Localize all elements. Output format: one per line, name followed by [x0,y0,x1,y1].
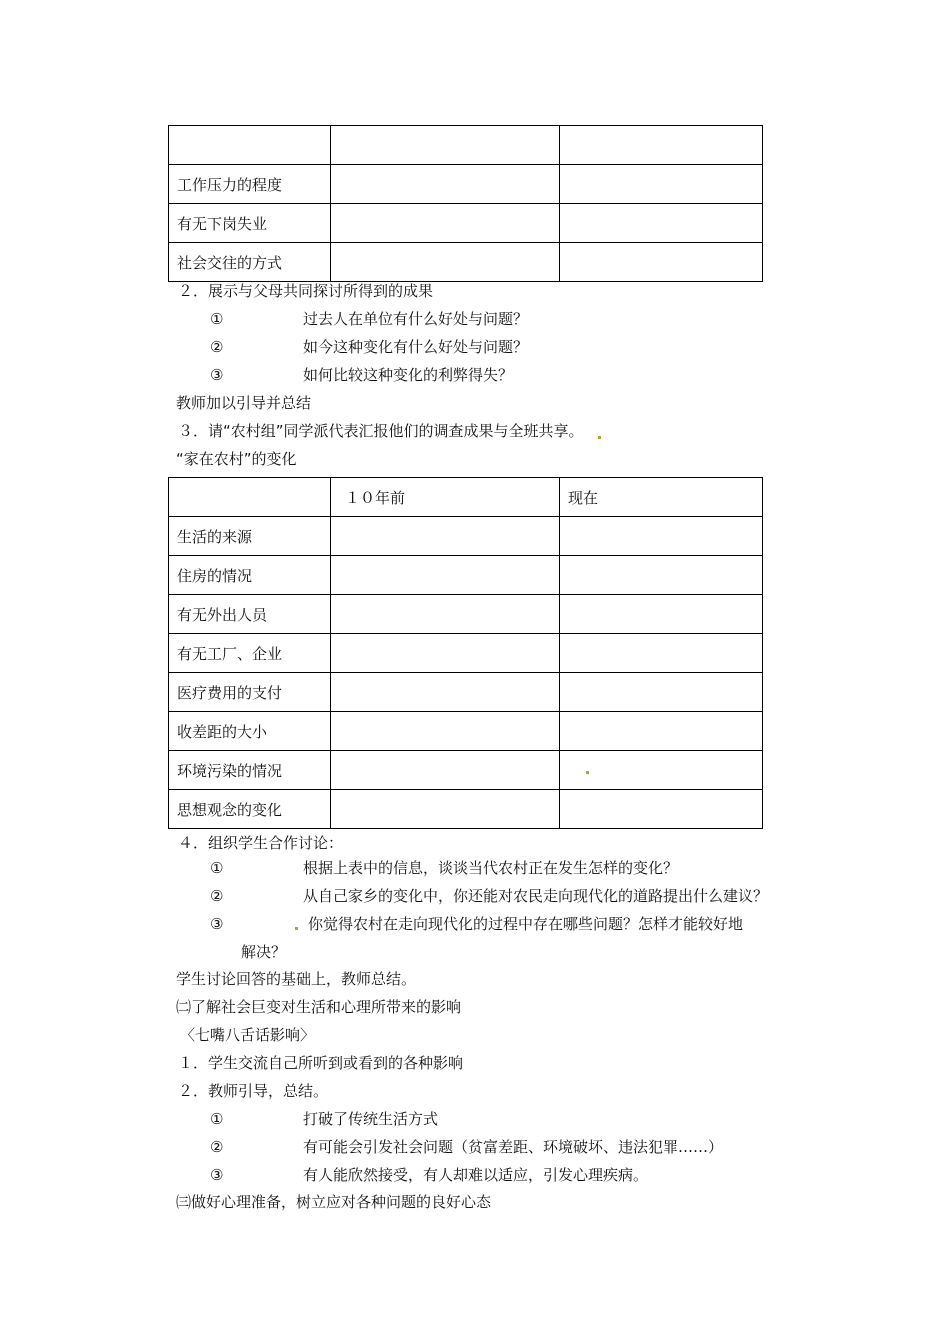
list-item: 你觉得农村在走向现代化的过程中存在哪些问题？怎样才能较好地 [308,915,744,933]
table-cell [169,126,331,165]
table-cell: 有无工厂、企业 [169,634,331,673]
table-cell: 环境污染的情况 [169,751,331,790]
table-cell [331,204,560,243]
list-item: 过去人在单位有什么好处与问题？ [303,310,529,328]
table-cell: 生活的来源 [169,517,331,556]
part2-item1: １．学生交流自己所听到或看到的各种影响 [178,1054,464,1072]
list-item-continuation: 解决？ [241,943,287,961]
table-cell: 思想观念的变化 [169,790,331,829]
list-item: 根据上表中的信息，谈谈当代农村正在发生怎样的变化？ [303,859,679,877]
table-cell [331,790,560,829]
table-cell [331,751,560,790]
part3-heading: ㈢做好心理准备，树立应对各种问题的良好心态 [176,1193,492,1211]
table-row [169,712,763,751]
table-cell [560,204,763,243]
section3-heading: ３．请“农村组”同学派代表汇报他们的调查成果与全班共享。 [178,422,584,440]
table-cell [331,673,560,712]
table-cell: 社会交往的方式 [169,243,331,282]
table-cell [560,165,763,204]
list-item: 打破了传统生活方式 [303,1110,439,1128]
table-row [169,790,763,829]
speck-mark [586,771,589,774]
table-cell [331,517,560,556]
item-marker: ① [210,1110,224,1128]
list-item: 如何比较这种变化的利弊得失？ [303,366,514,384]
table-cell: 工作压力的程度 [169,165,331,204]
list-item: 有可能会引发社会问题（贫富差距、环境破坏、违法犯罪……） [303,1138,724,1156]
work-change-table [168,125,763,282]
item-marker: ③ [210,1166,224,1184]
table-title: “家在农村”的变化 [176,450,297,468]
table-header-cell [169,478,331,517]
table-row [169,751,763,790]
table-cell: 有无外出人员 [169,595,331,634]
table-row [169,634,763,673]
list-item: 有人能欣然接受，有人却难以适应，引发心理疾病。 [303,1166,649,1184]
table-cell [331,595,560,634]
table-header-cell: 现在 [560,478,763,517]
speck-mark [295,927,298,930]
table-row [169,517,763,556]
table-cell: 医疗费用的支付 [169,673,331,712]
table-cell [560,712,763,751]
speck-mark [598,436,601,439]
table-row [169,243,763,282]
item-marker: ② [210,338,224,356]
list-item: 从自己家乡的变化中，你还能对农民走向现代化的道路提出什么建议？ [303,887,769,905]
table-cell [560,790,763,829]
item-marker: ① [210,310,224,328]
table-row [169,126,763,165]
table-row [169,673,763,712]
table-cell [331,243,560,282]
summary-text: 学生讨论回答的基础上，教师总结。 [176,970,417,988]
item-marker: ③ [210,366,224,384]
table-cell: 有无下岗失业 [169,204,331,243]
table-cell [560,634,763,673]
item-marker: ② [210,1138,224,1156]
table-cell [331,556,560,595]
rural-change-table [168,477,763,829]
part2-heading: ㈡了解社会巨变对生活和心理所带来的影响 [176,998,462,1016]
item-marker: ② [210,887,224,905]
table-row [169,204,763,243]
table-cell [331,126,560,165]
list-item: 如今这种变化有什么好处与问题？ [303,338,529,356]
table-cell [560,595,763,634]
summary-text: 教师加以引导并总结 [176,394,312,412]
item-marker: ③ [210,915,224,933]
table-cell [560,126,763,165]
table-header-row [169,478,763,517]
table-cell [560,673,763,712]
part2-item2: ２．教师引导，总结。 [178,1082,329,1100]
table-cell [331,634,560,673]
table-row [169,165,763,204]
table-cell: 住房的情况 [169,556,331,595]
table-row [169,595,763,634]
table-cell [560,556,763,595]
table-cell [560,517,763,556]
table-cell: 收差距的大小 [169,712,331,751]
section2-heading: ２．展示与父母共同探讨所得到的成果 [178,282,434,300]
section4-heading: ４．组织学生合作讨论： [178,834,344,852]
table-cell [331,165,560,204]
table-cell [560,243,763,282]
part2-subheading: 〈七嘴八舌话影响〉 [180,1026,316,1044]
table-row [169,556,763,595]
table-cell [560,751,763,790]
table-header-cell: １０年前 [331,478,560,517]
item-marker: ① [210,859,224,877]
table-cell [331,712,560,751]
